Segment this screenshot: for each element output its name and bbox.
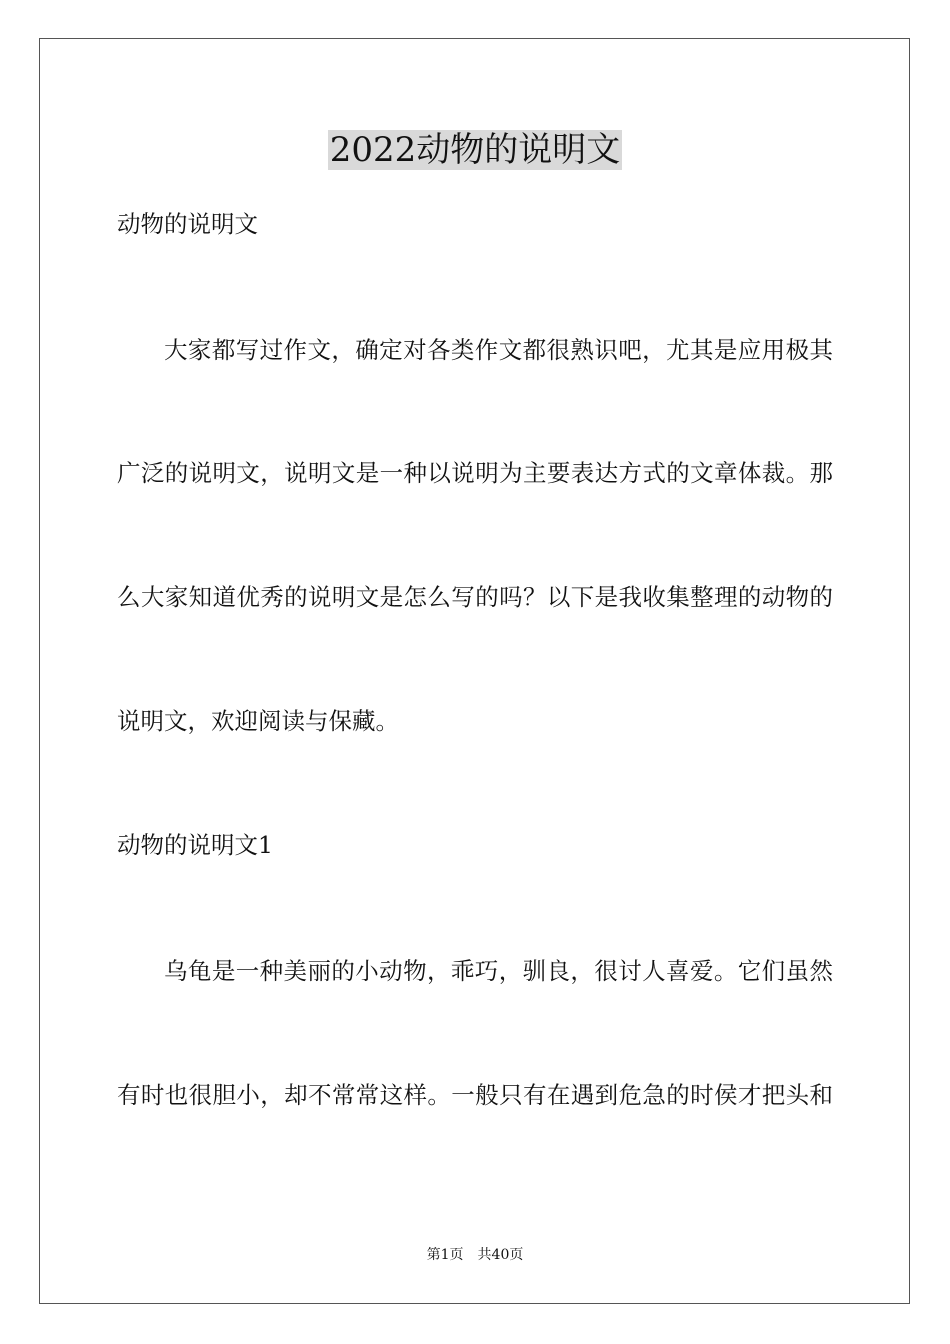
document-title bbox=[0, 128, 950, 172]
paragraph-line: 有时也很胆小，却不常常这样。一般只有在遇到危急的时侯才把头和 bbox=[117, 1081, 833, 1109]
page-number: 第1页 bbox=[426, 1247, 464, 1263]
document-title-text: 2022动物的说明文 bbox=[329, 130, 621, 170]
page-total: 共40页 bbox=[477, 1247, 524, 1263]
paragraph-line: 广泛的说明文，说明文是一种以说明为主要表达方式的文章体裁。那 bbox=[117, 459, 833, 487]
section-heading: 动物的说明文 bbox=[117, 210, 258, 238]
page-footer bbox=[0, 1246, 950, 1264]
paragraph-line: 么大家知道优秀的说明文是怎么写的吗？以下是我收集整理的动物的 bbox=[117, 583, 833, 611]
paragraph-line: 乌龟是一种美丽的小动物，乖巧，驯良，很讨人喜爱。它们虽然 bbox=[164, 957, 833, 985]
section-heading: 动物的说明文1 bbox=[117, 831, 273, 859]
paragraph-line: 大家都写过作文，确定对各类作文都很熟识吧，尤其是应用极其 bbox=[164, 336, 833, 364]
paragraph-line: 说明文，欢迎阅读与保藏。 bbox=[117, 707, 399, 735]
